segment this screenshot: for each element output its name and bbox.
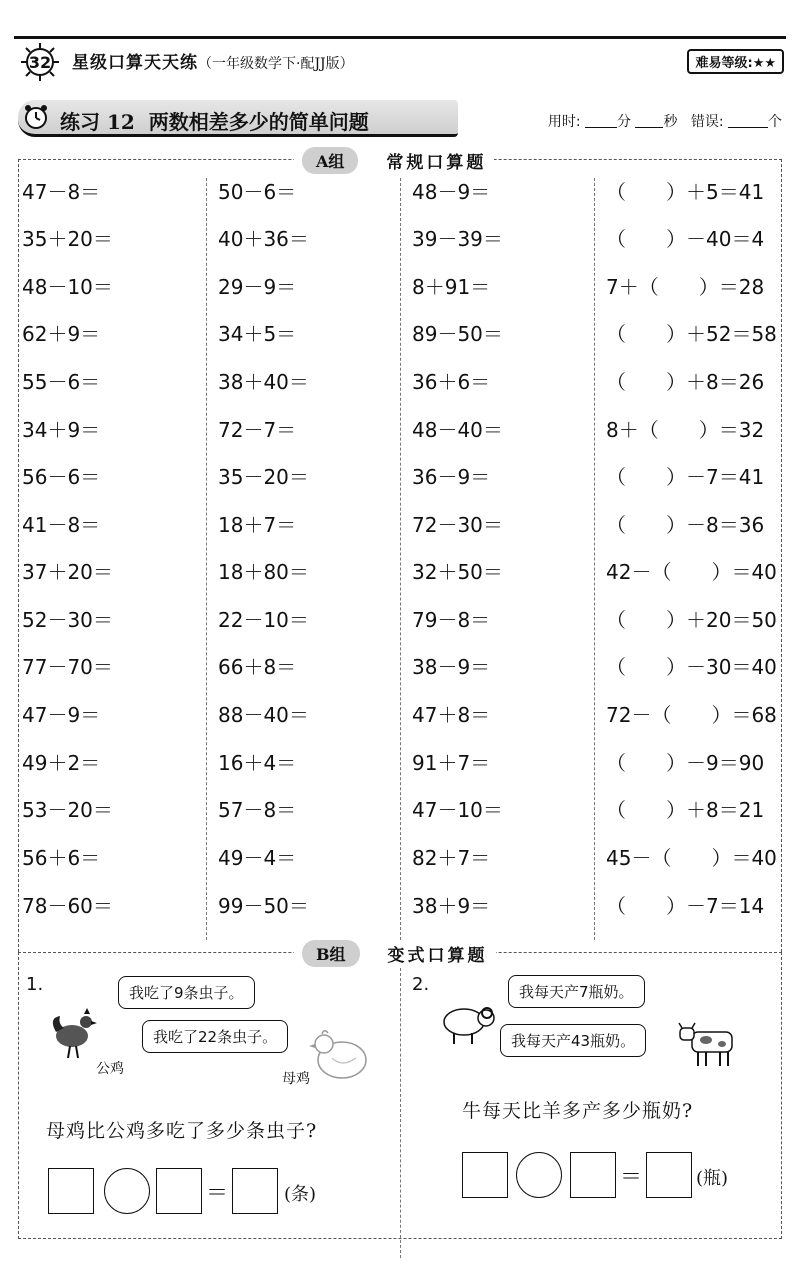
section-b-name: 变式口算题 <box>387 945 488 966</box>
equation-cell[interactable]: 42－（ ）＝40 <box>606 560 777 584</box>
header-rule <box>14 36 786 39</box>
table-row <box>22 318 782 348</box>
unit-label-2: (瓶) <box>696 1168 729 1189</box>
section-a-head <box>294 147 494 173</box>
operator-circle-2[interactable] <box>516 1152 562 1198</box>
minutes-blank[interactable] <box>585 113 617 128</box>
equation-cell[interactable]: 56－6＝ <box>22 465 101 489</box>
section-a-group: A组 <box>302 147 358 174</box>
equation-cell[interactable]: 79－8＝ <box>412 608 491 632</box>
equation-cell[interactable]: 62＋9＝ <box>22 322 101 346</box>
section-b-divider <box>400 968 401 1258</box>
exercise-title: 两数相差多少的简单问题 <box>148 110 369 134</box>
exercise-number: 练习 12 <box>60 110 135 134</box>
equation-cell[interactable]: 49＋2＝ <box>22 751 101 775</box>
equation-cell[interactable]: （ ）－8＝36 <box>606 513 765 537</box>
equation-cell[interactable]: 41－8＝ <box>22 513 101 537</box>
count-label: 个 <box>768 114 782 130</box>
equation-cell[interactable]: （ ）＋8＝21 <box>606 798 765 822</box>
equation-cell[interactable]: （ ）－9＝90 <box>606 751 765 775</box>
rooster-icon <box>46 1006 102 1062</box>
unit-label-1: (条) <box>284 1184 317 1205</box>
table-row <box>22 509 782 539</box>
equation-cell[interactable]: 47＋8＝ <box>412 703 491 727</box>
table-row <box>22 461 782 491</box>
equation-cell[interactable]: 72－（ ）＝68 <box>606 703 777 727</box>
table-row <box>22 366 782 396</box>
equation-cell[interactable]: 39－39＝ <box>412 227 503 251</box>
equation-cell[interactable]: 18＋80＝ <box>218 560 309 584</box>
equation-cell[interactable]: 38－9＝ <box>412 655 491 679</box>
equation-cell[interactable]: 48－9＝ <box>412 180 491 204</box>
table-row <box>22 604 782 634</box>
equation-cell[interactable]: 91＋7＝ <box>412 751 491 775</box>
equation-cell[interactable]: 29－9＝ <box>218 275 297 299</box>
equation-cell[interactable]: （ ）＋20＝50 <box>606 608 777 632</box>
page-title <box>60 106 369 135</box>
equation-cell[interactable]: 47－10＝ <box>412 798 503 822</box>
sheep-icon <box>440 1000 498 1046</box>
problem-1-number: 1. <box>26 974 44 995</box>
series-title-sub: （一年级数学下·配JJ版） <box>198 56 354 72</box>
equation-cell[interactable]: 89－50＝ <box>412 322 503 346</box>
equation-cell[interactable]: 37＋20＝ <box>22 560 113 584</box>
table-row <box>22 271 782 301</box>
equation-cell[interactable]: 78－60＝ <box>22 894 113 918</box>
section-b-group: B组 <box>302 940 360 967</box>
minutes-label: 分 <box>617 114 632 130</box>
equation-cell[interactable]: 36＋6＝ <box>412 370 491 394</box>
table-row <box>22 223 782 253</box>
rooster-label: 公鸡 <box>96 1061 124 1077</box>
equation-cell[interactable]: （ ）＋5＝41 <box>606 180 765 204</box>
equation-cell[interactable]: 35－20＝ <box>218 465 309 489</box>
equation-cell[interactable]: 49－4＝ <box>218 846 297 870</box>
equation-cell[interactable]: 22－10＝ <box>218 608 309 632</box>
equation-cell[interactable]: 48－40＝ <box>412 418 503 442</box>
problem-2-number: 2. <box>412 974 430 995</box>
table-row <box>22 747 782 777</box>
errors-blank[interactable] <box>728 113 768 128</box>
equation-cell[interactable]: 55－6＝ <box>22 370 101 394</box>
page-number: 32 <box>28 53 52 72</box>
equation-cell[interactable]: （ ）＋8＝26 <box>606 370 765 394</box>
series-title-main: 星级口算天天练 <box>72 53 198 73</box>
equation-cell[interactable]: 18＋7＝ <box>218 513 297 537</box>
table-row <box>22 699 782 729</box>
equation-cell[interactable]: 52－30＝ <box>22 608 113 632</box>
equation-cell[interactable]: 56＋6＝ <box>22 846 101 870</box>
equation-cell[interactable]: 82＋7＝ <box>412 846 491 870</box>
equation-cell[interactable]: 7＋（ ）＝28 <box>606 275 765 299</box>
equation-cell[interactable]: 53－20＝ <box>22 798 113 822</box>
equation-cell[interactable]: 35＋20＝ <box>22 227 113 251</box>
equation-cell[interactable]: 72－30＝ <box>412 513 503 537</box>
section-a-name: 常规口算题 <box>386 152 487 173</box>
hen-icon <box>306 1024 374 1084</box>
equation-cell[interactable]: 38＋40＝ <box>218 370 309 394</box>
cow-icon <box>678 1020 742 1068</box>
equation-cell[interactable]: 40＋36＝ <box>218 227 309 251</box>
difficulty-label: 难易等级: <box>695 56 753 71</box>
cow-speech-bubble: 我每天产43瓶奶。 <box>500 1024 646 1057</box>
table-row <box>22 651 782 681</box>
equals-sign-2: ＝ <box>620 1165 643 1190</box>
equation-cell[interactable]: （ ）－30＝40 <box>606 655 777 679</box>
errors-label: 错误: <box>690 114 724 130</box>
answer-box-2c[interactable] <box>646 1152 692 1198</box>
equation-cell[interactable]: 8＋（ ）＝32 <box>606 418 765 442</box>
answer-box-1a[interactable] <box>48 1168 94 1214</box>
equation-cell[interactable]: 48－10＝ <box>22 275 113 299</box>
table-row <box>22 176 782 206</box>
equation-cell[interactable]: 36－9＝ <box>412 465 491 489</box>
equation-cell[interactable]: 47－9＝ <box>22 703 101 727</box>
equation-cell[interactable]: 45－（ ）＝40 <box>606 846 777 870</box>
equation-cell[interactable]: 77－70＝ <box>22 655 113 679</box>
difficulty-badge <box>687 49 784 74</box>
operator-circle-1[interactable] <box>104 1168 150 1214</box>
equation-cell[interactable]: 66＋8＝ <box>218 655 297 679</box>
equation-cell[interactable]: 34＋5＝ <box>218 322 297 346</box>
equation-cell[interactable]: 8＋91＝ <box>412 275 491 299</box>
equation-cell[interactable]: （ ）－40＝4 <box>606 227 765 251</box>
answer-box-2a[interactable] <box>462 1152 508 1198</box>
equals-sign-1: ＝ <box>206 1181 229 1206</box>
equation-cell[interactable]: （ ）－7＝41 <box>606 465 765 489</box>
equation-cell[interactable]: （ ）＋52＝58 <box>606 322 777 346</box>
equation-cell[interactable]: （ ）－7＝14 <box>606 894 765 918</box>
table-row <box>22 794 782 824</box>
problem-2-question: 牛每天比羊多产多少瓶奶? <box>462 1100 694 1122</box>
equation-cell[interactable]: 38＋9＝ <box>412 894 491 918</box>
section-b-head <box>294 940 496 966</box>
equation-cell[interactable]: 34＋9＝ <box>22 418 101 442</box>
sheep-speech-bubble: 我每天产7瓶奶。 <box>508 975 645 1008</box>
table-row <box>22 556 782 586</box>
hen-label: 母鸡 <box>282 1071 310 1087</box>
equation-cell[interactable]: 88－40＝ <box>218 703 309 727</box>
alarm-clock-icon <box>22 103 50 131</box>
table-row <box>22 414 782 444</box>
stats-line <box>548 111 782 131</box>
difficulty-stars: ★★ <box>752 56 776 71</box>
time-label: 用时: <box>547 114 581 130</box>
equation-cell[interactable]: 16＋4＝ <box>218 751 297 775</box>
answer-box-1c[interactable] <box>232 1168 278 1214</box>
seconds-blank[interactable] <box>635 113 663 128</box>
answer-box-1b[interactable] <box>156 1168 202 1214</box>
equation-cell[interactable]: 32＋50＝ <box>412 560 503 584</box>
equation-cell[interactable]: 47－8＝ <box>22 180 101 204</box>
table-row <box>22 842 782 872</box>
seconds-label: 秒 <box>663 114 678 130</box>
equation-cell[interactable]: 57－8＝ <box>218 798 297 822</box>
equation-cell[interactable]: 99－50＝ <box>218 894 309 918</box>
hen-speech-bubble: 我吃了22条虫子。 <box>142 1020 288 1053</box>
equation-cell[interactable]: 72－7＝ <box>218 418 297 442</box>
table-row <box>22 890 782 920</box>
series-title <box>72 48 354 73</box>
equation-cell[interactable]: 50－6＝ <box>218 180 297 204</box>
rooster-speech-bubble: 我吃了9条虫子。 <box>118 976 255 1009</box>
problem-1-question: 母鸡比公鸡多吃了多少条虫子? <box>46 1120 318 1142</box>
answer-box-2b[interactable] <box>570 1152 616 1198</box>
